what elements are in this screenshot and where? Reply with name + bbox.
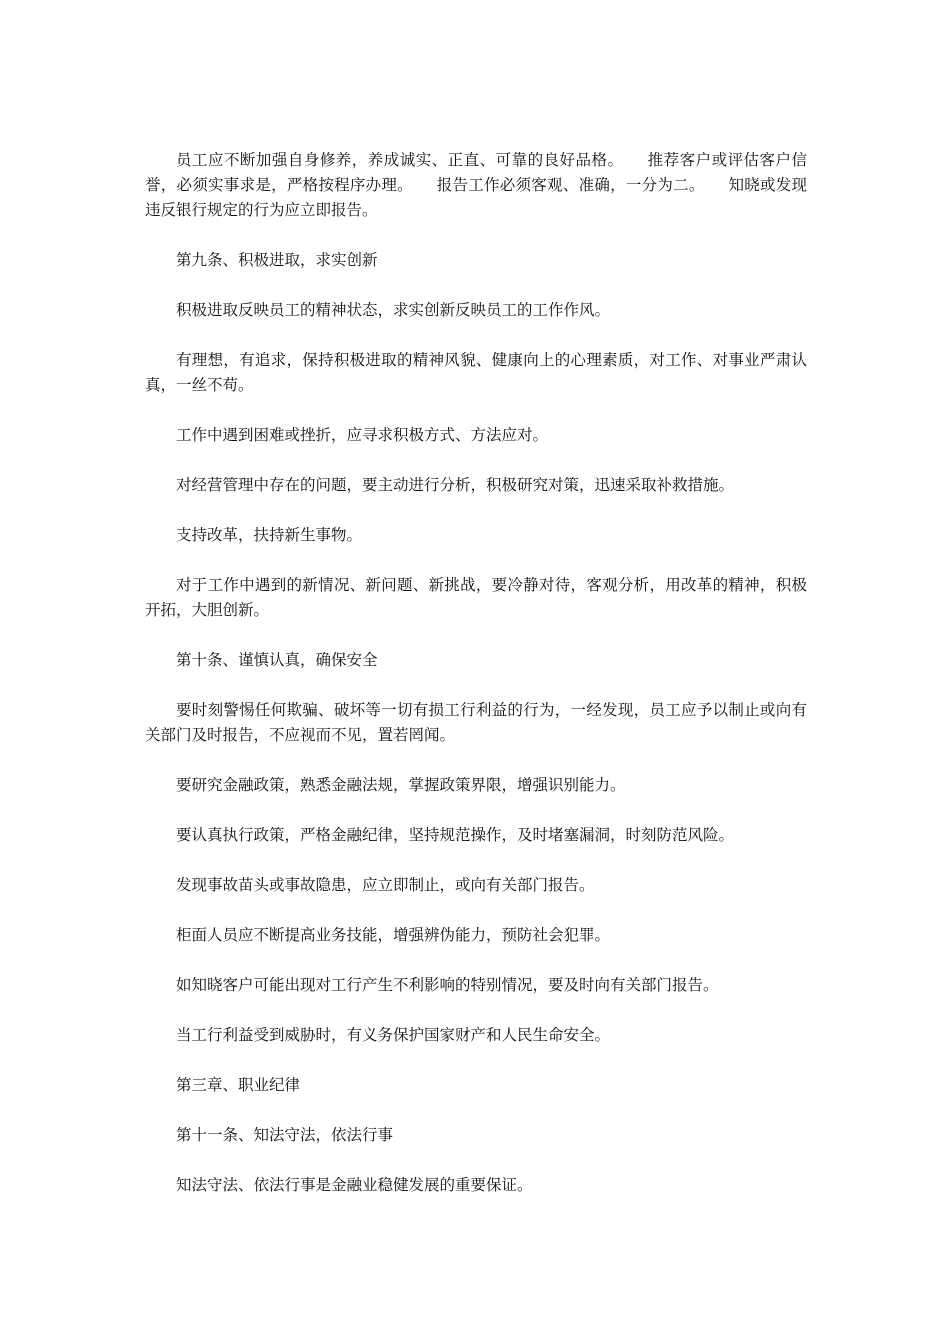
paragraph: 要认真执行政策，严格金融纪律，坚持规范操作，及时堵塞漏洞，时刻防范风险。 bbox=[176, 826, 735, 844]
paragraph: 发现事故苗头或事故隐患，应立即制止，或向有关部门报告。 bbox=[176, 876, 595, 894]
paragraph: 当工行利益受到威胁时，有义务保护国家财产和人民生命安全。 bbox=[176, 1026, 611, 1044]
paragraph: 有理想，有追求，保持积极进取的精神风貌、健康向上的心理素质，对工作、对事业严肃认真，一丝不苟。 bbox=[145, 351, 807, 394]
heading-chapter-3: 第三章、职业纪律 bbox=[176, 1076, 301, 1094]
paragraph: 柜面人员应不断提高业务技能，增强辨伪能力，预防社会犯罪。 bbox=[176, 926, 611, 944]
paragraph: 工作中遇到困难或挫折，应寻求积极方式、方法应对。 bbox=[176, 426, 549, 444]
heading-article-11: 第十一条、知法守法，依法行事 bbox=[176, 1126, 394, 1144]
heading-article-9: 第九条、积极进取，求实创新 bbox=[176, 251, 378, 269]
paragraph: 支持改革，扶持新生事物。 bbox=[176, 526, 363, 544]
paragraph: 对于工作中遇到的新情况、新问题、新挑战，要冷静对待，客观分析，用改革的精神，积极开拓，大胆创新。 bbox=[145, 576, 807, 619]
paragraph: 对经营管理中存在的问题，要主动进行分析，积极研究对策，迅速采取补救措施。 bbox=[176, 476, 735, 494]
paragraph: 知法守法、依法行事是金融业稳健发展的重要保证。 bbox=[176, 1176, 533, 1194]
paragraph-staff-integrity: 员工应不断加强自身修养，养成诚实、正直、可靠的良好品格。 推荐客户或评估客户信誉，必须实事求是，严格按程序办理。 报告工作必须客观、准确，一分为二。 知晓或发现违反银行规定的行为应立即报告。 bbox=[145, 151, 807, 219]
paragraph: 要研究金融政策，熟悉金融法规，掌握政策界限，增强识别能力。 bbox=[176, 776, 626, 794]
document-body bbox=[145, 148, 807, 1223]
paragraph: 积极进取反映员工的精神状态，求实创新反映员工的工作作风。 bbox=[176, 301, 611, 319]
heading-article-10: 第十条、谨慎认真，确保安全 bbox=[176, 651, 378, 669]
paragraph: 要时刻警惕任何欺骗、破坏等一切有损工行利益的行为，一经发现，员工应予以制止或向有关部门及时报告，不应视而不见，置若罔闻。 bbox=[145, 701, 807, 744]
paragraph: 如知晓客户可能出现对工行产生不利影响的特别情况，要及时向有关部门报告。 bbox=[176, 976, 719, 994]
